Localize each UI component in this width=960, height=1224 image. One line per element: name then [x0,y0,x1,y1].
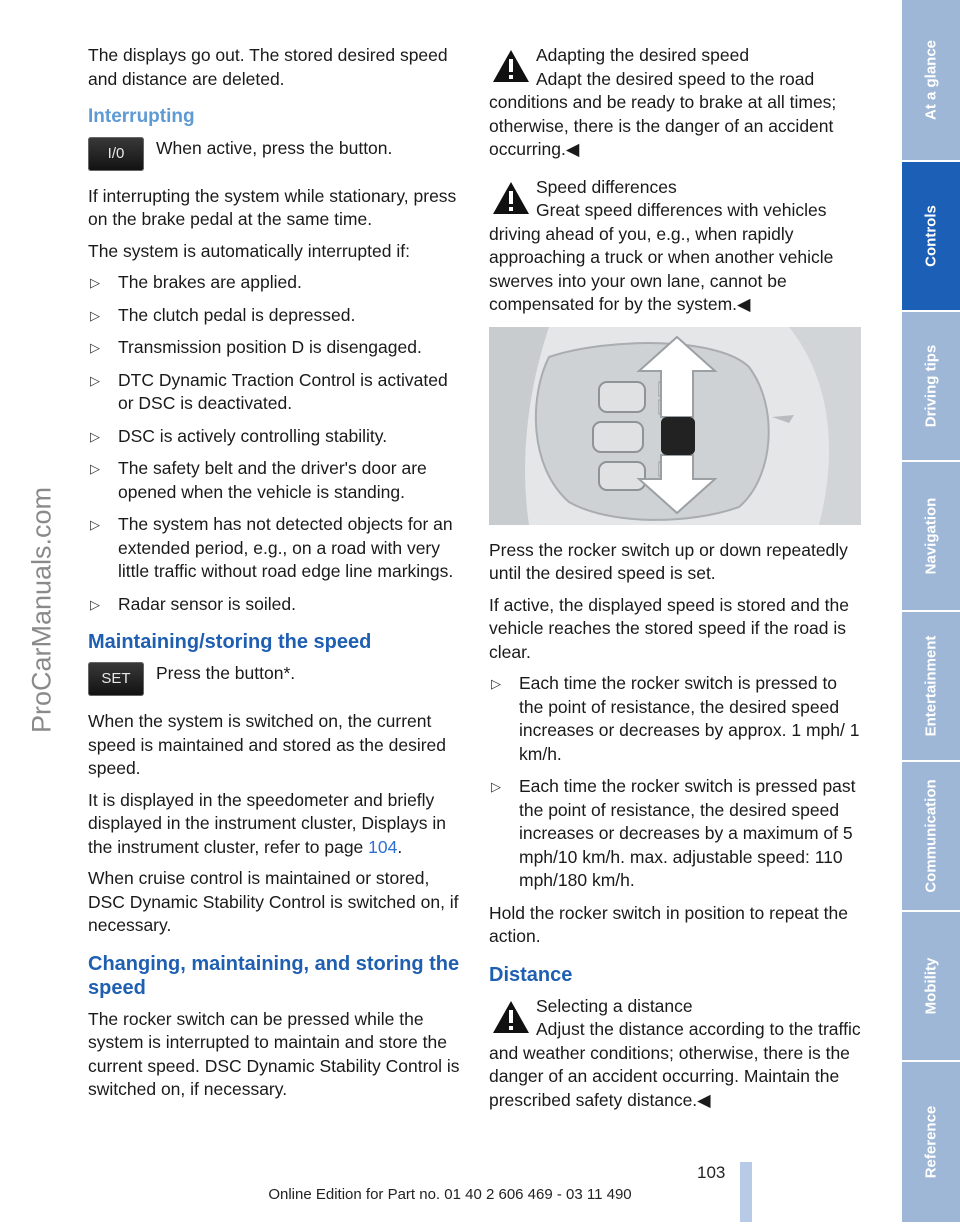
distance-heading: Distance [489,963,573,986]
warning-title: Selecting a distance [536,995,693,1016]
warning-triangle-icon [491,999,531,1035]
warning-distance [489,995,863,1113]
auto-interrupt-list [88,271,464,616]
left-column [88,44,464,1110]
if-active-paragraph: If active, the displayed speed is stored and the vehicle reaches the stored speed if the road is clear. [489,594,849,662]
tab-navigation[interactable]: Navigation [902,462,960,612]
rocker-list [489,672,863,893]
watermark: ProCarManuals.com [26,486,57,734]
hold-paragraph: Hold the rocker switch in position to repeat the action. [489,902,848,946]
bullet-triangle-icon: ▷ [90,275,100,290]
rocker-switch-illustration [489,327,861,525]
switched-on-paragraph: When the system is switched on, the current speed is maintained and stored as the desired speed. [88,711,447,778]
page-number: 103 [697,1163,726,1182]
list-item: ▷ DTC Dynamic Traction Control is activated or DSC is deactivated. [90,369,448,413]
bullet-triangle-icon: ▷ [90,596,100,612]
tab-communication[interactable]: Communication [902,762,960,912]
page-link[interactable]: 104 [368,836,398,857]
tab-driving-tips[interactable]: Driving tips [902,312,960,462]
stationary-paragraph: If interrupting the system while stationary, press on the brake pedal at the same time. [88,185,457,229]
cruise-paragraph: When cruise control is maintained or stored, DSC Dynamic Stability Control is switched on, if necessary. [88,868,459,935]
set-button-icon: SET [88,662,144,696]
chapter-tab-bar [902,0,960,1222]
bullet-triangle-icon: ▷ [90,340,100,355]
list-item: ▷ Transmission position D is disengaged. [88,336,464,360]
tab-reference[interactable]: Reference [902,1062,960,1224]
list-item: ▷ The safety belt and the driver's door are opened when the vehicle is standing. [90,458,427,502]
warning-body: Adjust the distance according to the traffic and weather conditions; otherwise, there is the danger of an accident occurring. Maintain the prescribed safety distance.◀ [489,1019,861,1110]
list-item: ▷ The clutch pedal is depressed. [88,304,464,328]
tab-mobility[interactable]: Mobility [902,912,960,1062]
footer-edition: Online Edition for Part no. 01 40 2 606 469 - 03 11 490 [268,1186,632,1203]
warning-body: Great speed differences with vehicles driving ahead of you, e.g., when rapidly approaching a truck or when another vehicle swerves into your own lane, cannot be compensated for by the system.◀ [489,200,834,314]
tab-entertainment[interactable]: Entertainment [902,612,960,762]
bullet-triangle-icon: ▷ [90,307,100,323]
bullet-triangle-icon: ▷ [491,779,501,794]
right-column [489,44,863,1120]
tab-controls[interactable]: Controls [902,162,960,312]
tab-at-a-glance[interactable]: At a glance [902,0,960,162]
warning-title: Speed differences [536,176,677,197]
warning-title: Adapting the desired speed [536,45,750,65]
warning-body: Adapt the desired speed to the road conditions and be ready to brake at all times; otherwise, there is the danger of an accident occurring.◀ [489,68,837,159]
list-item: ▷ DSC is actively controlling stability. [88,425,464,449]
interrupting-heading: Interrupting [88,106,195,127]
auto-interrupt-intro: The system is automatically interrupted if: [88,240,410,261]
bullet-triangle-icon: ▷ [90,517,100,532]
maintain-heading: Maintaining/storing the speed [88,631,372,653]
warning-adapting [489,44,863,162]
interrupt-button-row [88,137,464,179]
set-button-text: Press the button*. [156,663,296,683]
warning-triangle-icon [491,180,531,216]
list-item: ▷ The brakes are applied. [88,271,464,295]
list-item: ▷ The system has not detected objects for an extended period, e.g., on a road with very little traffic without road edge line markings. [90,514,454,581]
set-button-row [88,662,464,704]
interrupt-button-text: When active, press the button. [156,137,393,158]
warning-triangle-icon [491,48,531,84]
warning-speed-differences [489,176,863,317]
displayed-paragraph: It is displayed in the speedometer and briefly displayed in the instrument cluster, Displays in the instrument cluster, refer to page 104. [88,789,446,857]
intro-paragraph: The displays go out. The stored desired speed and distance are deleted. [88,45,448,89]
interrupt-button-icon: I/0 [88,137,144,171]
bullet-triangle-icon: ▷ [90,461,100,476]
steering-wheel-figure [489,327,861,525]
bullet-triangle-icon: ▷ [90,428,100,444]
list-item: ▷ Each time the rocker switch is pressed to the point of resistance, the desired speed increases or decreases by approx. 1 mph/ 1 km/h. [491,673,860,764]
list-item: ▷ Each time the rocker switch is pressed past the point of resistance, the desired speed increases or decreases by a maximum of 5 mph/10 km/h. max. adjustable speed: 110 mph/180 km/h. [491,776,856,890]
press-rocker-paragraph: Press the rocker switch up or down repeatedly until the desired speed is set. [489,539,848,583]
bullet-triangle-icon: ▷ [491,676,501,691]
bullet-triangle-icon: ▷ [90,372,100,388]
rocker-paragraph: The rocker switch can be pressed while the system is interrupted to maintain and store the current speed. DSC Dynamic Stability Control is switched on, if necessary. [88,1008,460,1099]
list-item: ▷ Radar sensor is soiled. [88,593,464,617]
changing-heading: Changing, maintaining, and storing the speed [88,952,460,999]
